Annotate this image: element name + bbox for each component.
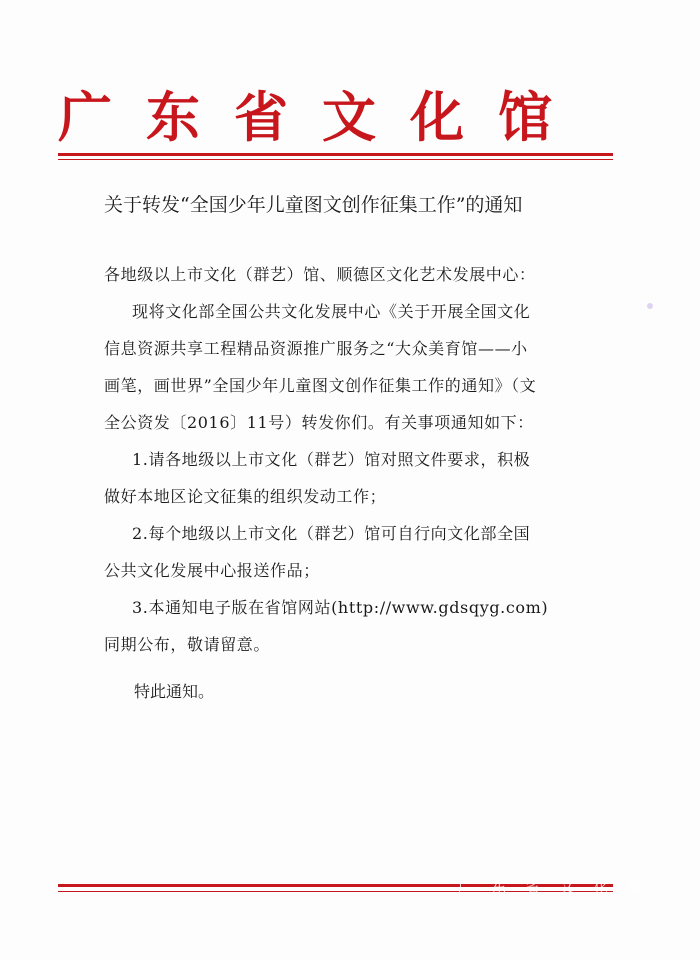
item-line: 2.每个地级以上市文化（群艺）馆可自行向文化部全国 (132, 524, 531, 543)
recipient-line: 各地级以上市文化（群艺）馆、顺德区文化艺术发展中心： (104, 265, 536, 284)
letterhead-title: 广东省文化馆 (58, 85, 586, 149)
item-line: 同期公布，敬请留意。 (104, 635, 271, 654)
top-divider-thin (58, 159, 613, 160)
item-line: 3.本通知电子版在省馆网站(http://www.gdsqyg.com) (132, 598, 549, 617)
closing-line: 特此通知。 (134, 682, 215, 701)
item-line: 公共文化发展中心报送作品； (104, 561, 320, 580)
body-line: 画笔，画世界”全国少年儿童图文创作征集工作的通知》（文 (104, 376, 537, 395)
notice-title: 关于转发“全国少年儿童图文创作征集工作”的通知 (104, 194, 523, 216)
item-line: 做好本地区论文征集的组织发动工作； (104, 487, 387, 506)
body-line: 现将文化部全国公共文化发展中心《关于开展全国文化 (132, 302, 531, 321)
body-line: 信息资源共享工程精品资源推广服务之“大众美育馆——小 (104, 339, 528, 358)
top-divider-thick (58, 153, 613, 156)
scan-speck (647, 303, 653, 309)
footer-faint-mark: 广东省文化馆 (458, 880, 662, 896)
body-line: 全公资发〔2016〕11号）转发你们。有关事项通知如下： (104, 413, 534, 432)
item-line: 1.请各地级以上市文化（群艺）馆对照文件要求，积极 (132, 450, 531, 469)
notice-body (104, 256, 584, 663)
